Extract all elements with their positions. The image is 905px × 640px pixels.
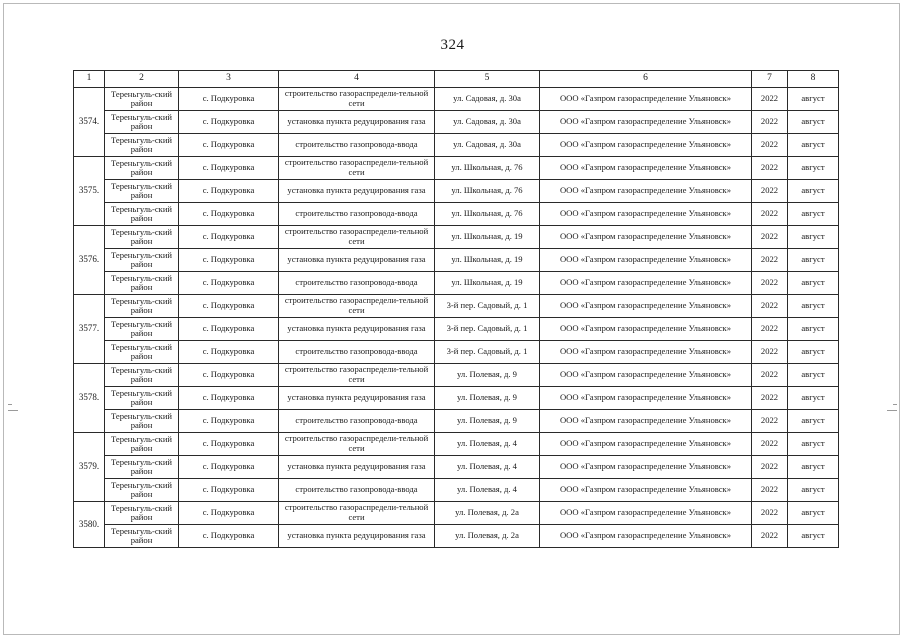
- table-row: [74, 387, 839, 410]
- month-cell: август: [788, 433, 839, 456]
- village-cell: с. Подкуровка: [179, 180, 279, 203]
- address-cell: 3-й пер. Садовый, д. 1: [435, 295, 540, 318]
- left-margin-mark: [8, 410, 18, 411]
- district-cell: Тереньгуль-ский район: [105, 111, 179, 134]
- header-cell-6: 6: [540, 71, 752, 88]
- address-cell: ул. Школьная, д. 19: [435, 249, 540, 272]
- work-type-cell: строительство газопровода-ввода: [279, 272, 435, 295]
- work-type-cell: строительство газораспредели-тельной сети: [279, 433, 435, 456]
- address-cell: ул. Школьная, д. 19: [435, 272, 540, 295]
- work-type-cell: установка пункта редуцирования газа: [279, 180, 435, 203]
- month-cell: август: [788, 134, 839, 157]
- item-number-cell: 3574.: [74, 88, 105, 157]
- company-cell: ООО «Газпром газораспределение Ульяновск»: [540, 502, 752, 525]
- table-row: [74, 318, 839, 341]
- item-number-cell: 3577.: [74, 295, 105, 364]
- year-cell: 2022: [752, 180, 788, 203]
- address-cell: 3-й пер. Садовый, д. 1: [435, 318, 540, 341]
- work-type-cell: строительство газопровода-ввода: [279, 134, 435, 157]
- table-row: [74, 433, 839, 456]
- month-cell: август: [788, 456, 839, 479]
- work-type-cell: строительство газопровода-ввода: [279, 410, 435, 433]
- company-cell: ООО «Газпром газораспределение Ульяновск»: [540, 433, 752, 456]
- table-row: [74, 479, 839, 502]
- month-cell: август: [788, 249, 839, 272]
- month-cell: август: [788, 180, 839, 203]
- village-cell: с. Подкуровка: [179, 249, 279, 272]
- company-cell: ООО «Газпром газораспределение Ульяновск»: [540, 111, 752, 134]
- year-cell: 2022: [752, 111, 788, 134]
- month-cell: август: [788, 272, 839, 295]
- work-type-cell: установка пункта редуцирования газа: [279, 318, 435, 341]
- district-cell: Тереньгуль-ский район: [105, 180, 179, 203]
- work-type-cell: строительство газораспредели-тельной сети: [279, 295, 435, 318]
- district-cell: Тереньгуль-ский район: [105, 433, 179, 456]
- work-type-cell: строительство газораспредели-тельной сети: [279, 157, 435, 180]
- district-cell: Тереньгуль-ский район: [105, 387, 179, 410]
- village-cell: с. Подкуровка: [179, 157, 279, 180]
- year-cell: 2022: [752, 272, 788, 295]
- district-cell: Тереньгуль-ский район: [105, 410, 179, 433]
- district-cell: Тереньгуль-ский район: [105, 479, 179, 502]
- company-cell: ООО «Газпром газораспределение Ульяновск»: [540, 456, 752, 479]
- month-cell: август: [788, 410, 839, 433]
- company-cell: ООО «Газпром газораспределение Ульяновск»: [540, 318, 752, 341]
- table-row: [74, 88, 839, 111]
- village-cell: с. Подкуровка: [179, 295, 279, 318]
- year-cell: 2022: [752, 433, 788, 456]
- district-cell: Тереньгуль-ский район: [105, 318, 179, 341]
- company-cell: ООО «Газпром газораспределение Ульяновск»: [540, 341, 752, 364]
- table-row: [74, 364, 839, 387]
- month-cell: август: [788, 364, 839, 387]
- village-cell: с. Подкуровка: [179, 387, 279, 410]
- work-type-cell: установка пункта редуцирования газа: [279, 525, 435, 548]
- address-cell: ул. Садовая, д. 30а: [435, 134, 540, 157]
- table-row: [74, 203, 839, 226]
- address-cell: ул. Школьная, д. 19: [435, 226, 540, 249]
- district-cell: Тереньгуль-ский район: [105, 272, 179, 295]
- year-cell: 2022: [752, 157, 788, 180]
- right-margin-mark: [887, 410, 897, 411]
- table-row: [74, 180, 839, 203]
- item-number-cell: 3579.: [74, 433, 105, 502]
- month-cell: август: [788, 479, 839, 502]
- district-cell: Тереньгуль-ский район: [105, 249, 179, 272]
- year-cell: 2022: [752, 134, 788, 157]
- work-type-cell: установка пункта редуцирования газа: [279, 387, 435, 410]
- item-number-cell: 3575.: [74, 157, 105, 226]
- header-cell-7: 7: [752, 71, 788, 88]
- work-type-cell: установка пункта редуцирования газа: [279, 111, 435, 134]
- company-cell: ООО «Газпром газораспределение Ульяновск»: [540, 525, 752, 548]
- company-cell: ООО «Газпром газораспределение Ульяновск»: [540, 295, 752, 318]
- header-cell-2: 2: [105, 71, 179, 88]
- village-cell: с. Подкуровка: [179, 433, 279, 456]
- address-cell: ул. Полевая, д. 2а: [435, 502, 540, 525]
- village-cell: с. Подкуровка: [179, 341, 279, 364]
- district-cell: Тереньгуль-ский район: [105, 456, 179, 479]
- year-cell: 2022: [752, 525, 788, 548]
- right-margin-tick: [893, 404, 897, 405]
- year-cell: 2022: [752, 456, 788, 479]
- address-cell: ул. Садовая, д. 30а: [435, 88, 540, 111]
- year-cell: 2022: [752, 318, 788, 341]
- month-cell: август: [788, 157, 839, 180]
- district-cell: Тереньгуль-ский район: [105, 525, 179, 548]
- year-cell: 2022: [752, 249, 788, 272]
- month-cell: август: [788, 502, 839, 525]
- village-cell: с. Подкуровка: [179, 364, 279, 387]
- village-cell: с. Подкуровка: [179, 525, 279, 548]
- district-cell: Тереньгуль-ский район: [105, 157, 179, 180]
- header-cell-3: 3: [179, 71, 279, 88]
- company-cell: ООО «Газпром газораспределение Ульяновск»: [540, 364, 752, 387]
- year-cell: 2022: [752, 203, 788, 226]
- village-cell: с. Подкуровка: [179, 479, 279, 502]
- village-cell: с. Подкуровка: [179, 111, 279, 134]
- month-cell: август: [788, 295, 839, 318]
- header-cell-5: 5: [435, 71, 540, 88]
- district-cell: Тереньгуль-ский район: [105, 226, 179, 249]
- month-cell: август: [788, 525, 839, 548]
- village-cell: с. Подкуровка: [179, 134, 279, 157]
- table-row: [74, 157, 839, 180]
- item-number-cell: 3580.: [74, 502, 105, 548]
- company-cell: ООО «Газпром газораспределение Ульяновск»: [540, 180, 752, 203]
- year-cell: 2022: [752, 364, 788, 387]
- company-cell: ООО «Газпром газораспределение Ульяновск»: [540, 410, 752, 433]
- month-cell: август: [788, 203, 839, 226]
- address-cell: ул. Полевая, д. 4: [435, 456, 540, 479]
- address-cell: ул. Полевая, д. 4: [435, 433, 540, 456]
- year-cell: 2022: [752, 387, 788, 410]
- address-cell: ул. Школьная, д. 76: [435, 203, 540, 226]
- village-cell: с. Подкуровка: [179, 88, 279, 111]
- company-cell: ООО «Газпром газораспределение Ульяновск»: [540, 88, 752, 111]
- work-type-cell: установка пункта редуцирования газа: [279, 456, 435, 479]
- work-type-cell: строительство газораспредели-тельной сети: [279, 364, 435, 387]
- gasification-table: [73, 70, 839, 548]
- district-cell: Тереньгуль-ский район: [105, 364, 179, 387]
- work-type-cell: строительство газопровода-ввода: [279, 479, 435, 502]
- table-row: [74, 295, 839, 318]
- month-cell: август: [788, 341, 839, 364]
- year-cell: 2022: [752, 502, 788, 525]
- year-cell: 2022: [752, 295, 788, 318]
- table-row: [74, 410, 839, 433]
- table-row: [74, 502, 839, 525]
- work-type-cell: строительство газопровода-ввода: [279, 341, 435, 364]
- district-cell: Тереньгуль-ский район: [105, 88, 179, 111]
- village-cell: с. Подкуровка: [179, 318, 279, 341]
- address-cell: ул. Школьная, д. 76: [435, 180, 540, 203]
- company-cell: ООО «Газпром газораспределение Ульяновск»: [540, 479, 752, 502]
- work-type-cell: строительство газораспредели-тельной сети: [279, 226, 435, 249]
- year-cell: 2022: [752, 226, 788, 249]
- address-cell: ул. Полевая, д. 9: [435, 364, 540, 387]
- village-cell: с. Подкуровка: [179, 410, 279, 433]
- company-cell: ООО «Газпром газораспределение Ульяновск»: [540, 272, 752, 295]
- month-cell: август: [788, 387, 839, 410]
- table-row: [74, 111, 839, 134]
- village-cell: с. Подкуровка: [179, 272, 279, 295]
- company-cell: ООО «Газпром газораспределение Ульяновск»: [540, 203, 752, 226]
- table-row: [74, 525, 839, 548]
- address-cell: 3-й пер. Садовый, д. 1: [435, 341, 540, 364]
- table-row: [74, 272, 839, 295]
- table-row: [74, 341, 839, 364]
- month-cell: август: [788, 226, 839, 249]
- page-number: 324: [440, 37, 465, 53]
- work-type-cell: строительство газораспредели-тельной сети: [279, 502, 435, 525]
- month-cell: август: [788, 111, 839, 134]
- district-cell: Тереньгуль-ский район: [105, 295, 179, 318]
- address-cell: ул. Школьная, д. 76: [435, 157, 540, 180]
- year-cell: 2022: [752, 88, 788, 111]
- work-type-cell: установка пункта редуцирования газа: [279, 249, 435, 272]
- company-cell: ООО «Газпром газораспределение Ульяновск»: [540, 387, 752, 410]
- header-cell-1: 1: [74, 71, 105, 88]
- district-cell: Тереньгуль-ский район: [105, 502, 179, 525]
- table-body: [74, 71, 839, 548]
- table-row: [74, 134, 839, 157]
- header-cell-8: 8: [788, 71, 839, 88]
- company-cell: ООО «Газпром газораспределение Ульяновск»: [540, 226, 752, 249]
- year-cell: 2022: [752, 341, 788, 364]
- work-type-cell: строительство газораспредели-тельной сети: [279, 88, 435, 111]
- village-cell: с. Подкуровка: [179, 203, 279, 226]
- village-cell: с. Подкуровка: [179, 456, 279, 479]
- item-number-cell: 3576.: [74, 226, 105, 295]
- item-number-cell: 3578.: [74, 364, 105, 433]
- header-cell-4: 4: [279, 71, 435, 88]
- company-cell: ООО «Газпром газораспределение Ульяновск»: [540, 157, 752, 180]
- month-cell: август: [788, 88, 839, 111]
- address-cell: ул. Полевая, д. 9: [435, 410, 540, 433]
- village-cell: с. Подкуровка: [179, 502, 279, 525]
- month-cell: август: [788, 318, 839, 341]
- district-cell: Тереньгуль-ский район: [105, 134, 179, 157]
- header-row: [74, 71, 839, 88]
- village-cell: с. Подкуровка: [179, 226, 279, 249]
- table-row: [74, 456, 839, 479]
- table-row: [74, 249, 839, 272]
- district-cell: Тереньгуль-ский район: [105, 203, 179, 226]
- year-cell: 2022: [752, 410, 788, 433]
- address-cell: ул. Полевая, д. 2а: [435, 525, 540, 548]
- work-type-cell: строительство газопровода-ввода: [279, 203, 435, 226]
- address-cell: ул. Садовая, д. 30а: [435, 111, 540, 134]
- left-margin-tick: [8, 404, 12, 405]
- table-row: [74, 226, 839, 249]
- address-cell: ул. Полевая, д. 4: [435, 479, 540, 502]
- company-cell: ООО «Газпром газораспределение Ульяновск»: [540, 134, 752, 157]
- district-cell: Тереньгуль-ский район: [105, 341, 179, 364]
- company-cell: ООО «Газпром газораспределение Ульяновск»: [540, 249, 752, 272]
- year-cell: 2022: [752, 479, 788, 502]
- address-cell: ул. Полевая, д. 9: [435, 387, 540, 410]
